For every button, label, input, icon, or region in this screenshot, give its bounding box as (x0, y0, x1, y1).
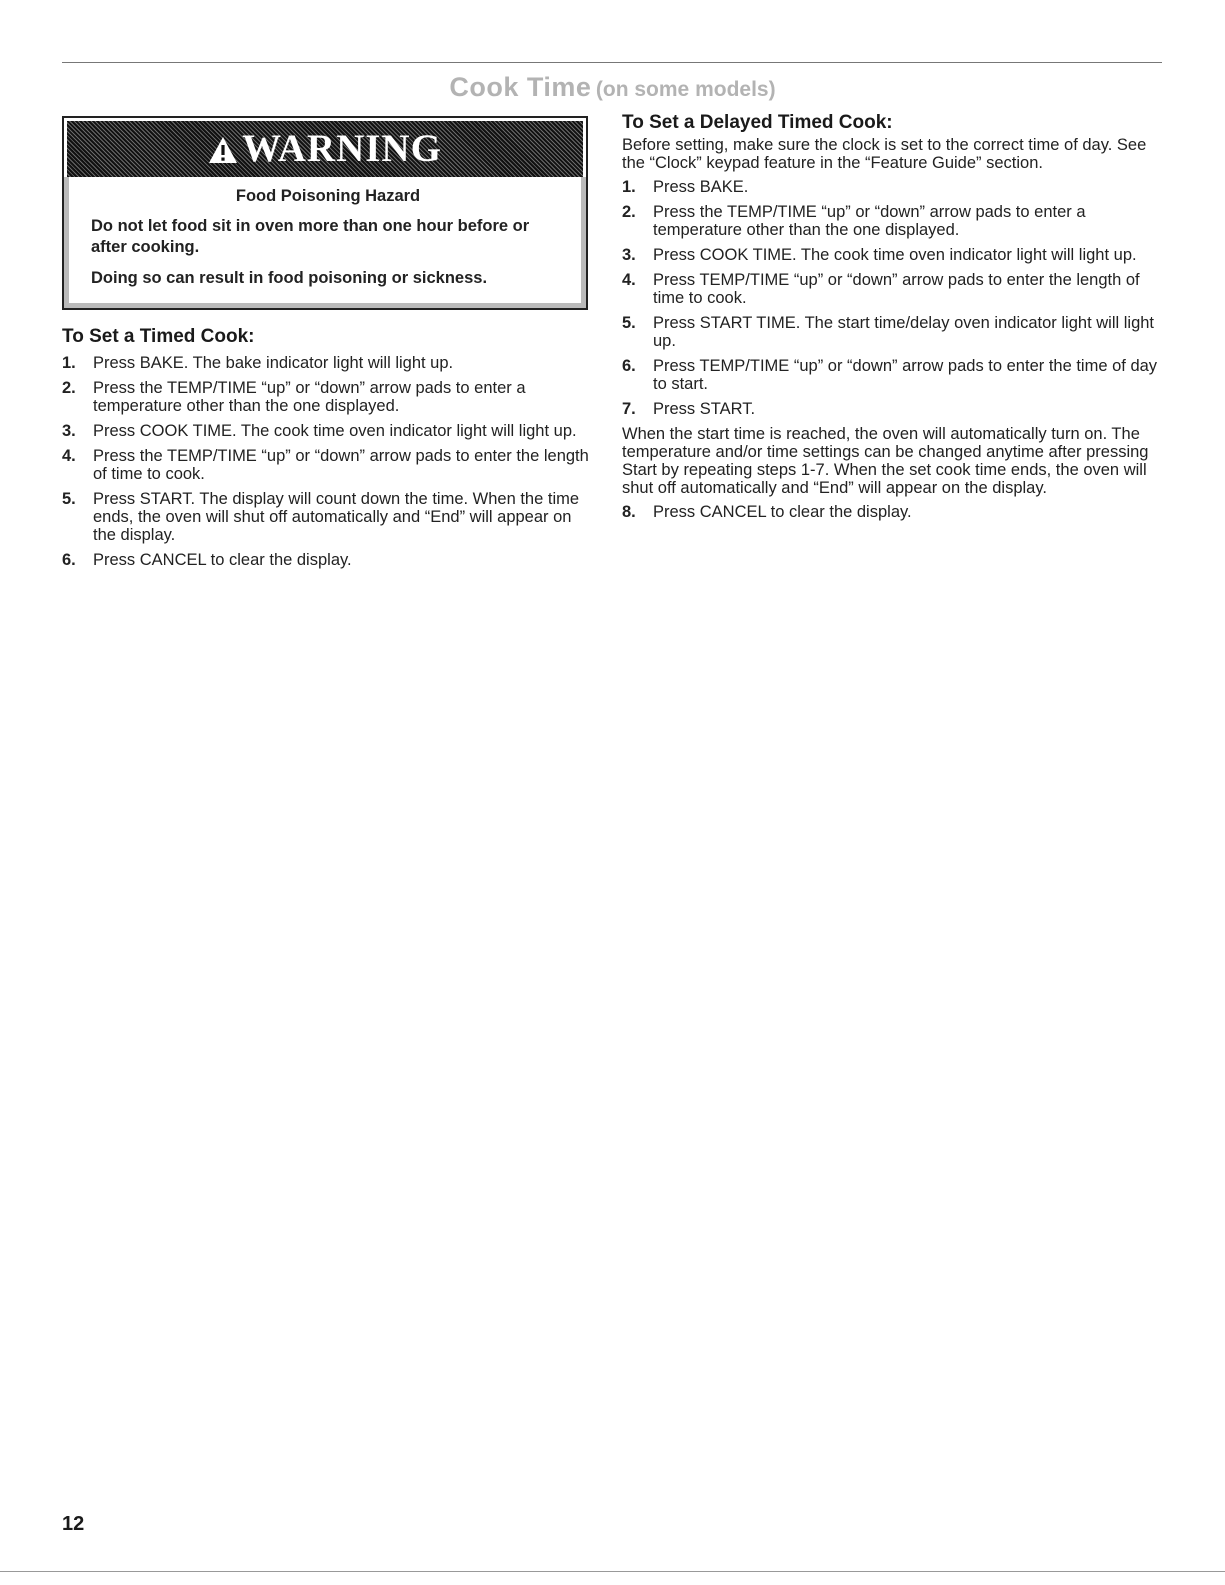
section-title (0, 72, 1225, 103)
list-item (62, 551, 592, 569)
list-item (62, 422, 592, 440)
step-number: 2. (62, 379, 76, 397)
warning-header (67, 121, 583, 177)
step-text: Press START. The display will count down the time. When the time ends, the oven will shut off automatically and “End” will appear on the display. (93, 490, 580, 544)
list-item (622, 314, 1162, 350)
delayed-cook-intro: Before setting, make sure the clock is set to the correct time of day. See the “Clock” keypad feature in the “Feature Guide” section. (622, 136, 1147, 172)
section-title-sub: (on some models) (595, 78, 776, 101)
step-number: 6. (622, 357, 636, 375)
step-number: 2. (622, 203, 636, 221)
warning-box (62, 116, 588, 310)
warning-body (64, 177, 586, 308)
step-text: Press CANCEL to clear the display. (93, 551, 352, 569)
warning-line-1: Do not let food sit in oven more than one hour before or after cooking. (91, 217, 530, 256)
delayed-cook-steps (622, 178, 1162, 418)
step-text: Press the TEMP/TIME “up” or “down” arrow pads to enter the length of time to cook. (93, 447, 589, 483)
delayed-cook-heading: To Set a Delayed Timed Cook: (622, 112, 893, 133)
section-title-main: Cook Time (449, 72, 592, 102)
step-number: 4. (622, 271, 636, 289)
step-number: 5. (62, 490, 76, 508)
bottom-rule (0, 1571, 1225, 1572)
list-item (622, 178, 1162, 196)
step-text: Press TEMP/TIME “up” or “down” arrow pads to enter the time of day to start. (653, 357, 1158, 393)
hazard-title: Food Poisoning Hazard (235, 187, 421, 205)
step-text: Press TEMP/TIME “up” or “down” arrow pads to enter the length of time to cook. (653, 271, 1140, 307)
step-text: Press START. (653, 400, 756, 418)
step-number: 1. (62, 354, 76, 372)
step-number: 4. (62, 447, 76, 465)
step-number: 5. (622, 314, 636, 332)
list-item (622, 203, 1162, 239)
list-item (622, 271, 1162, 307)
step-text: Press BAKE. The bake indicator light will light up. (93, 354, 454, 372)
step-text: Press the TEMP/TIME “up” or “down” arrow pads to enter a temperature other than the one displayed. (653, 203, 1086, 239)
step-text: Press BAKE. (653, 178, 749, 196)
step-number: 8. (622, 503, 636, 521)
timed-cook-steps (62, 354, 592, 569)
list-item (62, 490, 592, 544)
warning-line-2: Doing so can result in food poisoning or sickness. (91, 269, 488, 287)
step-text: Press COOK TIME. The cook time oven indicator light will light up. (653, 246, 1137, 264)
step-text: Press START TIME. The start time/delay oven indicator light will light up. (653, 314, 1155, 350)
list-item (622, 357, 1162, 393)
step-text: Press the TEMP/TIME “up” or “down” arrow pads to enter a temperature other than the one displayed. (93, 379, 526, 415)
step-number: 6. (62, 551, 76, 569)
step-number: 7. (622, 400, 636, 418)
list-item (622, 246, 1162, 264)
page-number: 12 (62, 1513, 85, 1535)
warning-label: WARNING (242, 127, 442, 170)
delayed-cook-final-step (622, 503, 1162, 521)
timed-cook-heading: To Set a Timed Cook: (62, 326, 255, 347)
left-column (62, 116, 592, 576)
step-number: 1. (622, 178, 636, 196)
step-number: 3. (622, 246, 636, 264)
list-item (62, 354, 592, 372)
list-item (622, 400, 1162, 418)
top-rule (62, 62, 1162, 63)
right-column (622, 112, 1162, 528)
list-item (62, 447, 592, 483)
alert-triangle-icon (208, 125, 238, 181)
list-item (62, 379, 592, 415)
delayed-cook-paragraph: When the start time is reached, the oven will automatically turn on. The temperature and/or time settings can be changed anytime after pressing Start by repeating steps 1-7. When the set cook time ends, the oven will shut off automatically and “End” will appear on the display. (622, 425, 1149, 497)
list-item (622, 503, 1162, 521)
step-text: Press CANCEL to clear the display. (653, 503, 912, 521)
step-text: Press COOK TIME. The cook time oven indicator light will light up. (93, 422, 577, 440)
step-number: 3. (62, 422, 76, 440)
